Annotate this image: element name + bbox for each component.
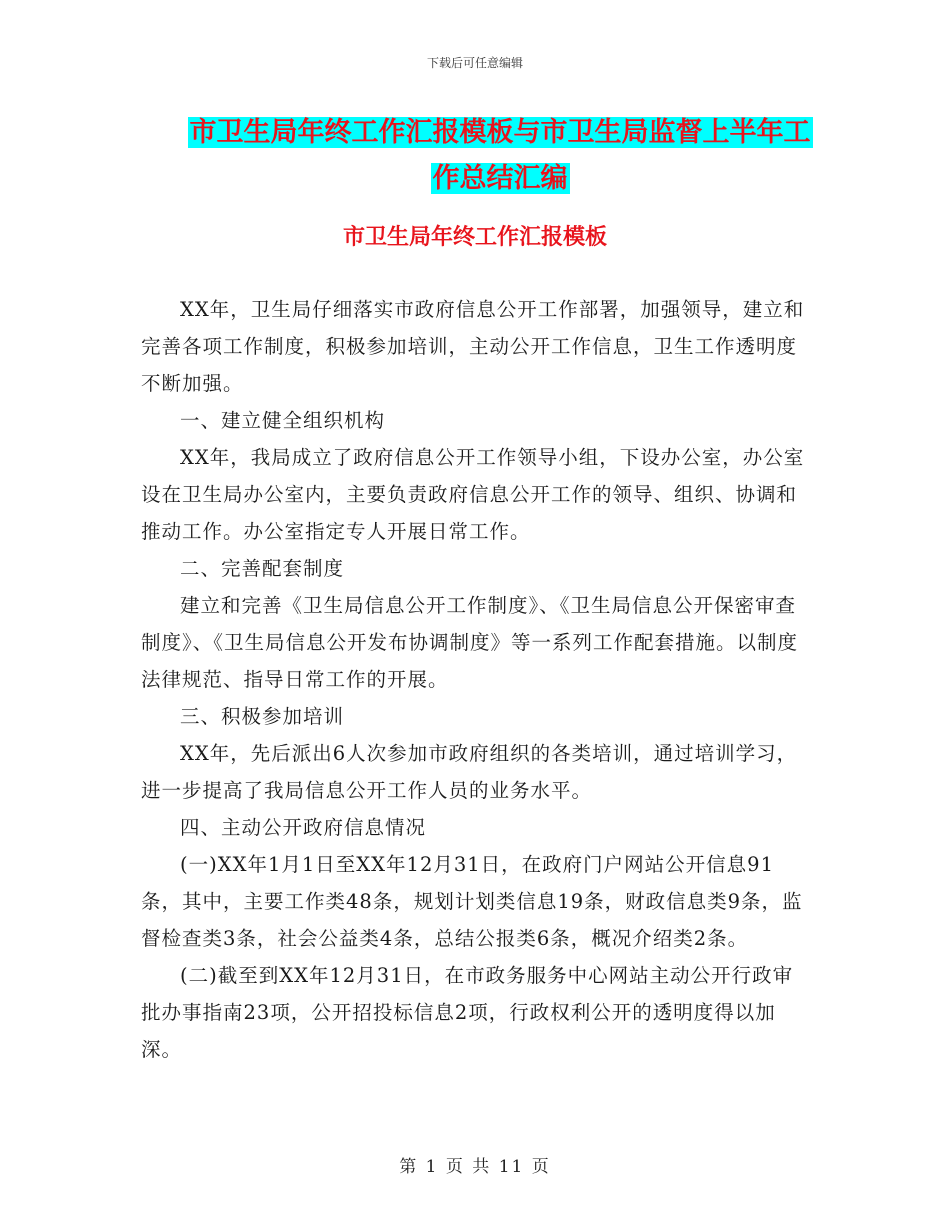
section-title: 市卫生局年终工作汇报模板 <box>342 225 607 250</box>
document-title <box>180 110 820 202</box>
page-number-footer: 第 1 页 共 11 页 <box>399 1157 551 1177</box>
paragraph: XX年，卫生局仔细落实市政府信息公开工作部署，加强领导，建立和完善各项工作制度，积极参加培训，主动公开工作信息，卫生工作透明度不断加强。 <box>141 298 805 395</box>
paragraph: 建立和完善《卫生局信息公开工作制度》、《卫生局信息公开保密审查制度》、《卫生局信息公开发布协调制度》等一系列工作配套措施。以制度法律规范、指导日常工作的开展。 <box>141 594 799 691</box>
section-heading: 一、建立健全组织机构 <box>180 409 386 432</box>
section-heading: 四、主动公开政府信息情况 <box>180 816 427 839</box>
paragraph: (一)XX年1月1日至XX年12月31日，在政府门户网站公开信息91条，其中，主要工作类48条，规划计划类信息19条，财政信息类9条，监督检查类3条，社会公益类4条，总结公报类6条，概况介绍类2条。 <box>141 853 803 950</box>
section-heading: 三、积极参加培训 <box>180 705 345 728</box>
document-body <box>141 291 806 1068</box>
section-heading: 二、完善配套制度 <box>180 557 345 580</box>
document-title-line1: 市卫生局年终工作汇报模板与市卫生局监督上半年工 <box>189 117 811 148</box>
document-title-line2: 作总结汇编 <box>432 163 568 194</box>
header-note: 下载后可任意编辑 <box>426 56 523 70</box>
paragraph: XX年，先后派出6人次参加市政府组织的各类培训，通过培训学习，进一步提高了我局信息公开工作人员的业务水平。 <box>141 742 798 802</box>
paragraph: (二)截至到XX年12月31日，在市政务服务中心网站主动公开行政审批办事指南23项，公开招投标信息2项，行政权利公开的透明度得以加深。 <box>141 964 794 1061</box>
paragraph: XX年，我局成立了政府信息公开工作领导小组，下设办公室，办公室设在卫生局办公室内，主要负责政府信息公开工作的领导、组织、协调和推动工作。办公室指定专人开展日常工作。 <box>141 446 805 543</box>
